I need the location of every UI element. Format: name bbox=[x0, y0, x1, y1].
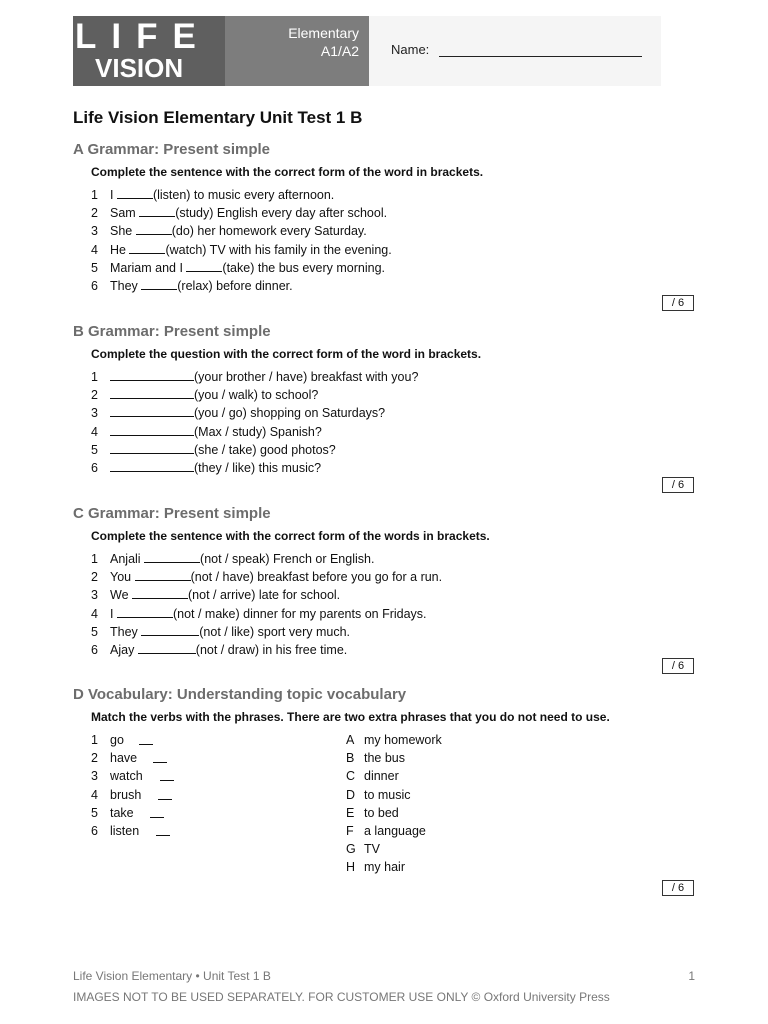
section-instruction: Complete the sentence with the correct form of the words in brackets. bbox=[91, 529, 490, 543]
question-item bbox=[73, 441, 703, 459]
verb-text: watch bbox=[110, 769, 143, 784]
section-c bbox=[73, 504, 703, 659]
question-item bbox=[73, 423, 703, 441]
item-number: 5 bbox=[91, 624, 98, 639]
verb-item bbox=[73, 786, 323, 804]
life-vision-logo-banner bbox=[73, 16, 369, 86]
item-number: 5 bbox=[91, 260, 98, 275]
item-text: (your brother / have) breakfast with you? bbox=[194, 370, 419, 384]
item-number: 5 bbox=[91, 805, 98, 820]
question-item bbox=[73, 386, 703, 404]
phrase-item bbox=[346, 840, 596, 858]
item-text: (she / take) good photos? bbox=[194, 442, 336, 457]
level-line-1: Elementary bbox=[288, 25, 359, 41]
phrase-letter: B bbox=[346, 751, 355, 766]
item-text: (not / arrive) late for school. bbox=[188, 588, 341, 603]
question-item bbox=[73, 586, 703, 604]
phrase-letter: C bbox=[346, 769, 356, 784]
footer-title: Life Vision Elementary • Unit Test 1 B bbox=[73, 969, 271, 983]
question-item bbox=[73, 204, 703, 222]
verb-item bbox=[73, 822, 323, 840]
question-item bbox=[73, 550, 703, 568]
item-list bbox=[73, 368, 703, 477]
score-box: / 6 bbox=[662, 658, 694, 674]
item-text: (watch) TV with his family in the evening. bbox=[165, 242, 392, 257]
section-d bbox=[73, 685, 703, 726]
item-prefix: They bbox=[110, 624, 142, 639]
item-number: 1 bbox=[91, 552, 98, 566]
phrase-text: the bus bbox=[364, 751, 406, 766]
answer-blank[interactable] bbox=[117, 605, 173, 618]
item-text: (listen) to music every afternoon. bbox=[152, 188, 335, 202]
phrase-text: to bed bbox=[364, 805, 399, 820]
answer-blank[interactable] bbox=[150, 817, 164, 818]
item-prefix: They bbox=[110, 278, 142, 293]
item-text: (not / have) breakfast before you go for a run. bbox=[190, 570, 443, 585]
answer-blank[interactable] bbox=[132, 586, 188, 599]
answer-blank[interactable] bbox=[110, 368, 194, 381]
section-b bbox=[73, 322, 703, 477]
item-number: 5 bbox=[91, 442, 98, 457]
logo-vision-text: VISION bbox=[95, 53, 184, 83]
item-number: 3 bbox=[91, 406, 98, 421]
item-prefix: He bbox=[110, 242, 130, 257]
logo-life-text: LIFE bbox=[75, 17, 211, 56]
item-list bbox=[73, 186, 703, 295]
item-number: 1 bbox=[91, 188, 98, 202]
question-item bbox=[73, 222, 703, 240]
answer-blank[interactable] bbox=[153, 762, 167, 763]
page-number: 1 bbox=[688, 969, 695, 983]
item-text: (take) the bus every morning. bbox=[222, 260, 385, 275]
verb-item bbox=[73, 804, 323, 822]
answer-blank[interactable] bbox=[136, 222, 172, 235]
name-box bbox=[369, 16, 661, 86]
section-instruction: Complete the question with the correct form of the word in brackets. bbox=[91, 347, 482, 361]
score-box: / 6 bbox=[662, 295, 694, 311]
phrase-item bbox=[346, 858, 596, 876]
section-a bbox=[73, 140, 703, 295]
phrase-text: TV bbox=[364, 842, 380, 857]
verb-text: take bbox=[110, 805, 134, 820]
answer-blank[interactable] bbox=[138, 641, 196, 654]
question-item bbox=[73, 623, 703, 641]
answer-blank[interactable] bbox=[110, 386, 194, 399]
item-prefix: Anjali bbox=[110, 552, 145, 566]
answer-blank[interactable] bbox=[160, 780, 174, 781]
level-label bbox=[288, 24, 359, 60]
item-text: (relax) before dinner. bbox=[177, 278, 293, 293]
item-prefix: We bbox=[110, 588, 132, 603]
level-line-2: A1/A2 bbox=[320, 43, 359, 59]
answer-blank[interactable] bbox=[141, 623, 199, 636]
question-item bbox=[73, 241, 703, 259]
phrase-item bbox=[346, 804, 596, 822]
item-text: (they / like) this music? bbox=[194, 460, 322, 475]
item-prefix: Sam bbox=[110, 206, 140, 221]
phrase-item bbox=[346, 822, 596, 840]
phrase-letter: F bbox=[346, 823, 354, 838]
question-item bbox=[73, 568, 703, 586]
phrase-letter: H bbox=[346, 860, 356, 875]
verb-item bbox=[73, 731, 323, 749]
item-prefix: Mariam and I bbox=[110, 260, 187, 275]
item-number: 6 bbox=[91, 278, 98, 293]
phrase-list bbox=[346, 731, 596, 877]
section-instruction: Complete the sentence with the correct form of the word in brackets. bbox=[91, 165, 484, 179]
item-text: (Max / study) Spanish? bbox=[194, 424, 322, 439]
phrase-letter: D bbox=[346, 787, 356, 802]
item-number: 2 bbox=[91, 570, 98, 585]
phrase-item bbox=[346, 749, 596, 767]
verb-item bbox=[73, 767, 323, 785]
question-item bbox=[73, 259, 703, 277]
item-number: 2 bbox=[91, 751, 98, 766]
answer-blank[interactable] bbox=[186, 259, 222, 272]
phrase-text: a language bbox=[364, 823, 426, 838]
copyright-line: IMAGES NOT TO BE USED SEPARATELY. FOR CUSTOMER USE ONLY © Oxford University Press bbox=[73, 990, 610, 1004]
phrase-letter: G bbox=[346, 842, 356, 857]
verb-text: listen bbox=[110, 823, 140, 838]
question-item bbox=[73, 277, 703, 295]
phrase-letter: A bbox=[346, 733, 355, 747]
answer-blank[interactable] bbox=[144, 550, 200, 563]
phrase-letter: E bbox=[346, 805, 355, 820]
item-number: 1 bbox=[91, 370, 98, 384]
item-text: (not / draw) in his free time. bbox=[195, 642, 348, 657]
page-title: Life Vision Elementary Unit Test 1 B bbox=[73, 108, 363, 127]
item-text: (you / go) shopping on Saturdays? bbox=[194, 406, 386, 421]
question-item bbox=[73, 605, 703, 623]
item-number: 4 bbox=[91, 606, 98, 621]
footer-line bbox=[73, 969, 695, 983]
item-number: 2 bbox=[91, 206, 98, 221]
phrase-text: my hair bbox=[364, 860, 405, 875]
answer-blank[interactable] bbox=[110, 441, 194, 454]
verb-text: have bbox=[110, 751, 138, 766]
answer-blank[interactable] bbox=[110, 459, 194, 472]
question-item bbox=[73, 368, 703, 386]
score-box: / 6 bbox=[662, 880, 694, 896]
item-number: 6 bbox=[91, 460, 98, 475]
answer-blank[interactable] bbox=[110, 404, 194, 417]
item-text: (not / make) dinner for my parents on Fridays. bbox=[172, 606, 427, 621]
item-number: 4 bbox=[91, 424, 98, 439]
answer-blank[interactable] bbox=[156, 835, 170, 836]
item-prefix: I bbox=[110, 606, 117, 621]
item-number: 3 bbox=[91, 588, 98, 603]
section-heading: A Grammar: Present simple bbox=[73, 141, 271, 158]
answer-blank[interactable] bbox=[129, 241, 165, 254]
item-prefix: I bbox=[110, 188, 117, 202]
verb-item bbox=[73, 749, 323, 767]
item-number: 3 bbox=[91, 769, 98, 784]
section-heading: D Vocabulary: Understanding topic vocabulary bbox=[73, 686, 407, 703]
item-list bbox=[73, 550, 703, 659]
phrase-item bbox=[346, 731, 596, 749]
name-label: Name: bbox=[391, 42, 430, 57]
item-number: 6 bbox=[91, 642, 98, 657]
answer-blank[interactable] bbox=[135, 568, 191, 581]
question-item bbox=[73, 641, 703, 659]
item-prefix: Ajay bbox=[110, 642, 138, 657]
item-number: 1 bbox=[91, 733, 98, 747]
answer-blank[interactable] bbox=[141, 277, 177, 290]
section-instruction: Match the verbs with the phrases. There are two extra phrases that you do not need to use. bbox=[91, 710, 610, 724]
verb-text: go bbox=[110, 733, 124, 747]
verb-text: brush bbox=[110, 787, 142, 802]
answer-blank[interactable] bbox=[110, 423, 194, 436]
item-prefix: You bbox=[110, 570, 135, 585]
question-item bbox=[73, 459, 703, 477]
item-text: (not / speak) French or English. bbox=[200, 552, 375, 566]
section-heading: C Grammar: Present simple bbox=[73, 505, 271, 522]
phrase-text: dinner bbox=[364, 769, 399, 784]
answer-blank[interactable] bbox=[139, 744, 153, 745]
answer-blank[interactable] bbox=[158, 799, 172, 800]
phrase-item bbox=[346, 786, 596, 804]
item-number: 2 bbox=[91, 388, 98, 403]
item-text: (you / walk) to school? bbox=[194, 388, 319, 403]
item-text: (not / like) sport very much. bbox=[199, 624, 351, 639]
item-number: 4 bbox=[91, 787, 98, 802]
item-prefix: She bbox=[110, 224, 136, 239]
item-number: 3 bbox=[91, 224, 98, 239]
phrase-item bbox=[346, 767, 596, 785]
name-field-line[interactable] bbox=[439, 56, 642, 57]
phrase-text: my homework bbox=[364, 733, 442, 747]
item-text: (do) her homework every Saturday. bbox=[171, 224, 367, 239]
answer-blank[interactable] bbox=[139, 204, 175, 217]
item-text: (study) English every day after school. bbox=[175, 206, 388, 221]
phrase-text: to music bbox=[364, 787, 411, 802]
question-item bbox=[73, 404, 703, 422]
verb-list bbox=[73, 731, 323, 840]
item-number: 4 bbox=[91, 242, 98, 257]
section-heading: B Grammar: Present simple bbox=[73, 323, 271, 340]
score-box: / 6 bbox=[662, 477, 694, 493]
item-number: 6 bbox=[91, 823, 98, 838]
question-item bbox=[73, 186, 703, 204]
answer-blank[interactable] bbox=[117, 186, 153, 199]
